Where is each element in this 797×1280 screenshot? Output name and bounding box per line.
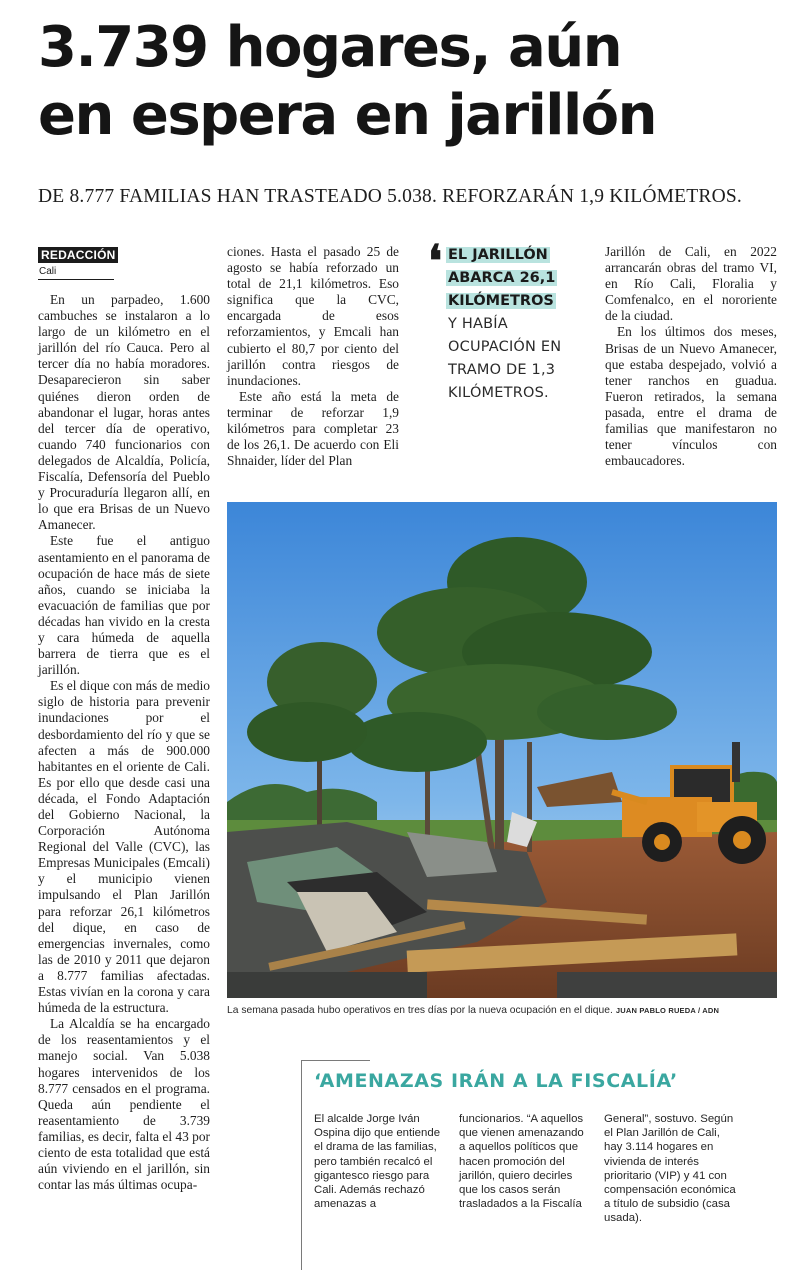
sidebar-title: ‘AMENAZAS IRÁN A LA FISCALÍA’ <box>314 1070 678 1092</box>
paragraph: ciones. Hasta el pasado 25 de agosto se había reforzado un total de 21,1 kilómetros. Eso significa que la CVC, encargada de esos reforzamientos, y Emcali han cubierto el 80,7 por ciento del jarillón contra riesgos de inundaciones. <box>227 244 399 388</box>
news-photo <box>227 502 777 998</box>
article-column-1 <box>38 292 210 1193</box>
paragraph: La Alcaldía se ha encargado de los reasentamientos y el manejo social. Van 5.038 hogares intervenidos de los 8.777 censados en el programa. Queda aún pendiente el reasentamiento de 3.739 familias, es decir, falta el 43 por ciento de esta totalidad que está aún viviendo en el jarillón, sin contar las más últimas ocupa- <box>38 1016 210 1193</box>
paragraph: Jarillón de Cali, en 2022 arrancarán obras del tramo VI, en Río Cali, Floralia y Comfenalco, en el nororiente de la ciudad. <box>605 244 777 324</box>
photo-caption <box>227 1005 777 1016</box>
sidebar-column-1: El alcalde Jorge Iván Ospina dijo que entiende el drama de las familias, pero también recalcó el gigantesco riesgo para Cali. Además rechazó amenazas a <box>314 1113 441 1211</box>
paragraph: Este año está la meta de terminar de reforzar 1,9 kilómetros para completar 23 de los 26,1. De acuerdo con Eli Shnaider, líder del Plan <box>227 388 399 469</box>
byline <box>38 244 114 280</box>
headline-line-2: en espera en jarillón <box>38 83 656 148</box>
photo-credit: JUAN PABLO RUEDA / ADN <box>615 1006 720 1015</box>
photo-illustration <box>227 502 777 998</box>
sidebar-box <box>301 1060 777 1270</box>
headline <box>38 14 778 150</box>
article-column-2 <box>227 244 399 469</box>
pull-quote-text: Y HABÍA OCUPACIÓN EN TRAMO DE 1,3 KILÓMETROS. <box>448 316 562 401</box>
caption-text: La semana pasada hubo operativos en tres días por la nueva ocupación en el dique. <box>227 1005 613 1016</box>
headline-line-1: 3.739 hogares, aún <box>38 15 622 80</box>
subheadline: DE 8.777 FAMILIAS HAN TRASTEADO 5.038. REFORZARÁN 1,9 KILÓMETROS. <box>38 186 743 207</box>
paragraph: Este fue el antiguo asentamiento en el panorama de ocupación de hace más de siete años, cuando se iniciaba la evacuación de familias que por décadas han vivido en la cresta y cara húmeda de aquella barrera de tierra que es el jarillón. <box>38 533 210 678</box>
paragraph: En un parpadeo, 1.600 cambuches se instalaron a lo largo de un kilómetro en el jarillón del río Cauca. Pero al tercer día no había moradores. Desaparecieron sin saber quiénes dieron orden de abandonar el lugar, horas antes del tercer día de operativo, cuando 740 funcionarios con delegados de Alcaldía, Policía, Fiscalía, Defensoría del Pueblo y Procuraduría llegaron allí, en lo que era Brisas de un Nuevo Amanecer. <box>38 292 210 533</box>
pull-quote <box>428 236 588 405</box>
article-column-4 <box>605 244 777 469</box>
sidebar-rule <box>302 1060 370 1061</box>
byline-tag: REDACCIÓN <box>38 247 118 263</box>
paragraph: Es el dique con más de medio siglo de historia para prevenir inundaciones por el desbordamiento del río y que se afecten a más de 900.000 habitantes en el oriente de Cali. Es por ello que desde casi una década, el Fondo Adaptación del Gobierno Nacional, la Corporación Autónoma Regional del Valle (CVC), las Empresas Municipales (Emcali) y el municipio vienen impulsando el Plan Jarillón para reforzar 26,1 kilómetros del dique, en caso de emergencias invernales, como las de 2010 y 2011 que dejaron a 8.777 familias afectadas. Estas vivían en la corona y cara húmeda de la estructura. <box>38 678 210 1016</box>
sidebar-column-2: funcionarios. “A aquellos que vienen amenazando a aquellos políticos que hacen promoción del jarillón, quiero decirles que los casos serán trasladados a la Fiscalía <box>459 1113 584 1211</box>
sidebar-column-3: General”, sostuvo. Según el Plan Jarillón de Cali, hay 3.114 hogares en vivienda de interés prioritario (VIP) y 41 con compensación económica a título de subsidio (casa usada). <box>604 1113 736 1225</box>
byline-city: Cali <box>38 264 114 280</box>
pull-quote-highlight: EL JARILLÓN ABARCA 26,1 KILÓMETROS <box>448 247 556 309</box>
quote-mark-icon: ❛ <box>428 236 443 287</box>
paragraph: En los últimos dos meses, Brisas de un Nuevo Amanecer, que estaba despejado, volvió a tener ranchos en guadua. Fueron retirados, la semana pasada, entre el drama de familias que manifestaron no tener vínculos con embaucadores. <box>605 324 777 469</box>
